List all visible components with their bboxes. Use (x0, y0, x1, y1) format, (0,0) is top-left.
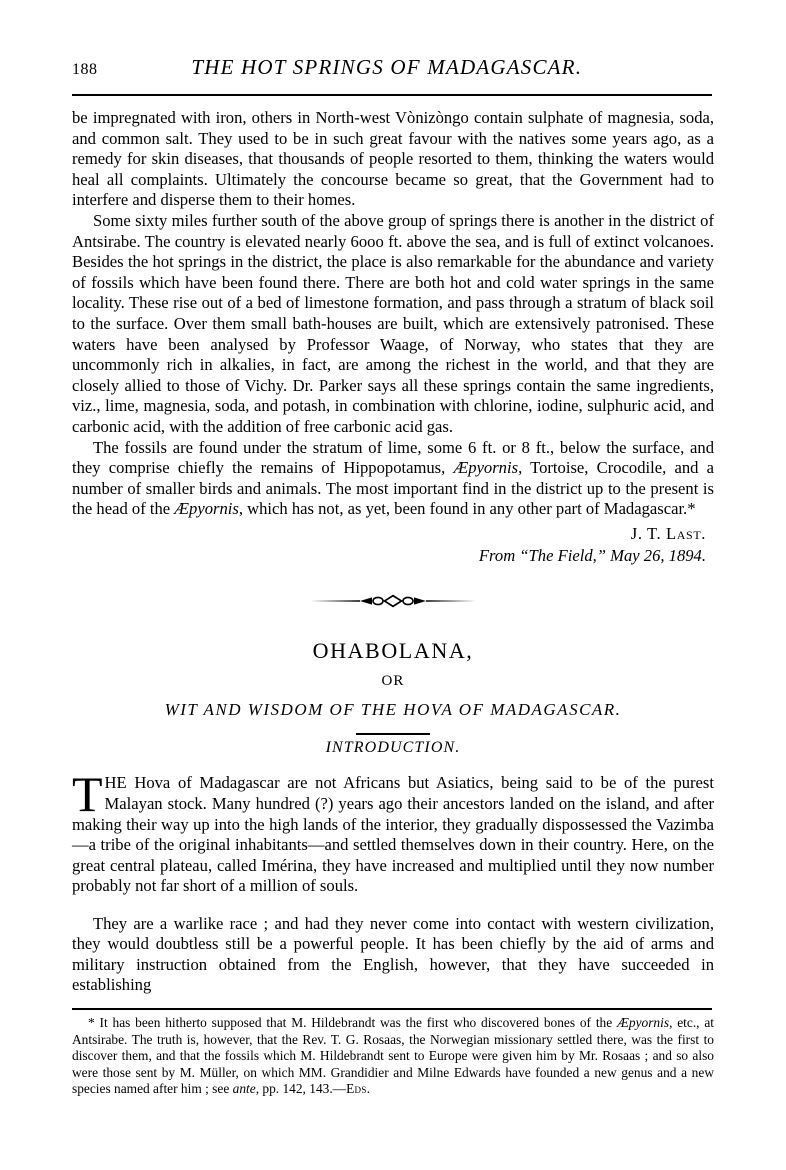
footnote-editors-label: Eds. (346, 1081, 371, 1097)
paragraph-introduction-first (72, 766, 714, 897)
source-attribution: From “The Field,” May 26, 1894. (478, 545, 706, 565)
section-subtitle: WIT AND WISDOM OF THE HOVA OF MADAGASCAR. (164, 699, 622, 719)
footnote-marker: * (88, 1015, 95, 1030)
ornament-divider-icon (308, 594, 478, 608)
genus-name-2: Æpyornis (174, 499, 239, 519)
fossils-text-part3: , which has not, as yet, been found in any other part of Madagascar.* (238, 499, 696, 519)
section-or-label: OR (381, 672, 405, 689)
running-head (72, 55, 714, 89)
footnote-part3: , pp. 142, 143.— (255, 1081, 347, 1097)
page-content (72, 55, 714, 1098)
subtitle-rule (356, 733, 430, 735)
author-name: J. T. Last. (630, 523, 706, 543)
running-title: THE HOT SPRINGS OF MADAGASCAR. (191, 55, 583, 79)
genus-name-1: Æpyornis (453, 458, 519, 478)
section-title: OHABOLANA, (312, 637, 474, 663)
paragraph-continuation: be impregnated with iron, others in North-west Vònizòngo contain sulphate of magnesia, soda, and common salt. They used to be in such great favour with the natives some years ago, as a remedy for skin diseases, that thousands of people resorted to them, thinking the waters would heal all complaints. Ultimately the concourse became so great, that the Government had to interfere and disperse them to their homes. (72, 108, 714, 210)
header-rule (72, 94, 712, 96)
ornament-divider-wrapper (72, 594, 714, 612)
footnote-rule (72, 1008, 712, 1010)
introduction-body-text: HE Hova of Madagascar are not Africans but Asiatics, being said to be of the purest Malayan stock. Many hundred (?) years ago their ancestors landed on the island, and after making their way up into the high lands of the interior, they gradually dispossessed the Vazimba—a tribe of the original inhabitants—and settled themselves down in their country. Here, on the great central plateau, called Imérina, they have increased and multiplied until they now number probably not far short of a million of souls. (72, 773, 714, 896)
author-signature (72, 523, 714, 544)
footnote-text (72, 1015, 714, 1098)
paragraph-fossils (72, 438, 714, 520)
paragraph-warlike-race: They are a warlike race ; and had they never come into contact with western civilization, they would doubtless still be a powerful people. It has been chiefly by the aid of arms and military instruction obtained from the English, however, that they have succeeded in establishing (72, 913, 714, 995)
footnote-part2: , etc., at Antsirabe. The truth is, however, that the Rev. T. G. Rosaas, the Norwegian missionary settled there, was the first to discover them, and that the fossils which M. Hildebrandt sent to Europe were given him by Mr. Rosaas ; and so also were those sent by M. Müller, on which MM. Grandidier and Milne Edwards have founded a new genus and a new species named after him ; see (72, 1015, 714, 1097)
footnote-part1: It has been hitherto supposed that M. Hildebrandt was the first who discovered bones of the (99, 1015, 617, 1030)
footnote-ante-reference: ante (232, 1081, 256, 1097)
introduction-heading: INTRODUCTION. (325, 738, 461, 756)
folio-number: 188 (72, 61, 98, 78)
footnote-genus-name: Æpyornis (616, 1015, 670, 1030)
drop-cap-letter: T (72, 766, 103, 823)
fossils-text-part1: The fossils are found under the stratum of lime, some 6 ft. or 8 ft., below the surface, and they comprise chiefly the remains of Hippopotamus, (72, 437, 714, 478)
paragraph-antsirabe: Some sixty miles further south of the above group of springs there is another in the district of Antsirabe. The country is elevated nearly 6ooo ft. above the sea, and is full of extinct volcanoes. Besides the hot springs in the district, the place is also remarkable for the abundance and variety of fossils which have been found there. There are both hot and cold water springs in the same locality. These rise out of a bed of limestone formation, and pass through a stratum of black soil to the surface. Over them small bath-houses are built, which are extensively patronised. These waters have been analysed by Professor Waage, of Norway, who states that they are uncommonly rich in alkalies, in fact, are among the richest in the world, and that they are closely allied to those of Vichy. Dr. Parker says all these springs contain the same ingredients, viz., lime, magnesia, soda, and potash, in combination with chlorine, iodine, sulphuric acid, and carbonic acid, with the addition of free carbonic acid gas. (72, 210, 714, 436)
fossils-text-part2: , Tortoise, Crocodile, and a number of smaller birds and animals. The most important find in the district up to the present is the head of the (72, 458, 714, 519)
